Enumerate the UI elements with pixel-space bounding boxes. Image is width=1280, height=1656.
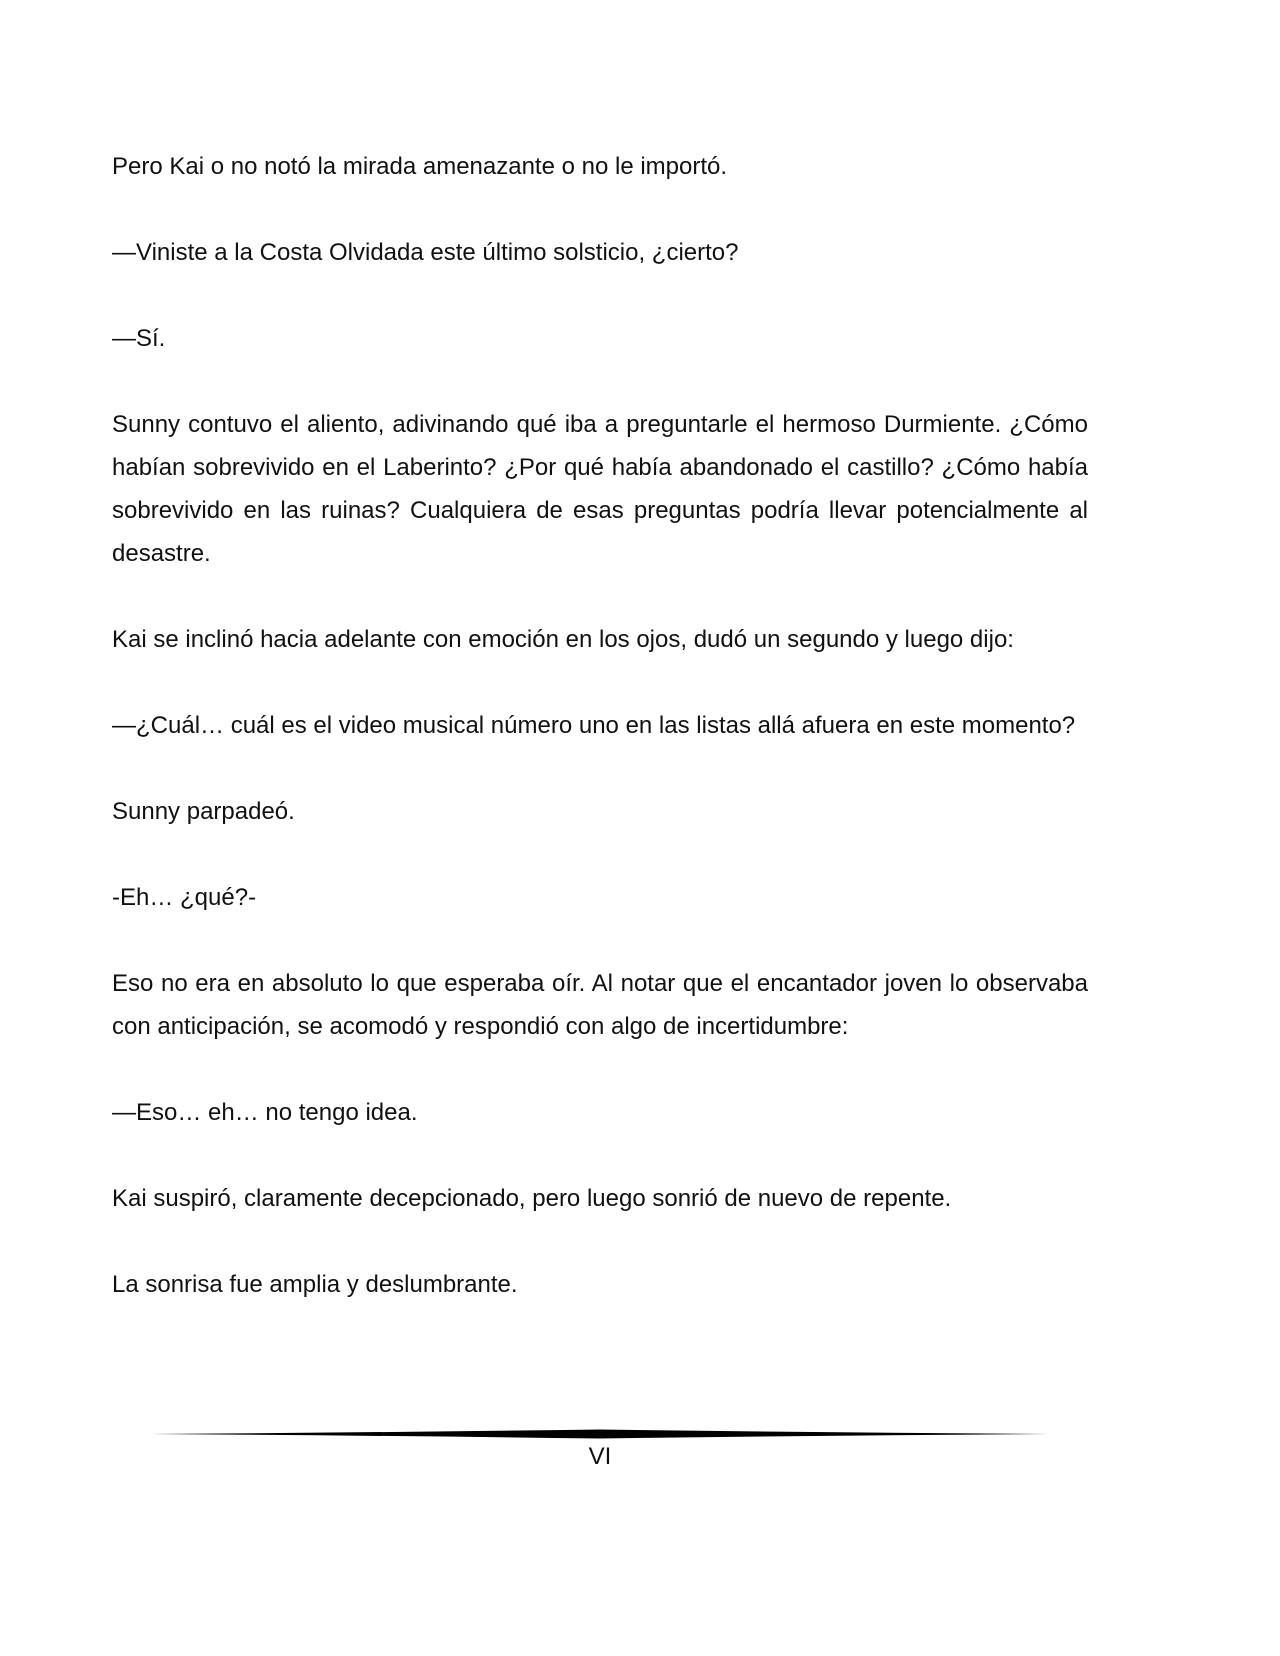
paragraph-10: —Eso… eh… no tengo idea. bbox=[112, 1099, 418, 1126]
paragraph-8: -Eh… ¿qué?- bbox=[112, 884, 257, 911]
paragraph-11: Kai suspiró, claramente decepcionado, pero luego sonrió de nuevo de repente. bbox=[112, 1185, 952, 1212]
footer-divider bbox=[150, 1428, 1050, 1440]
paragraph-12: La sonrisa fue amplia y deslumbrante. bbox=[112, 1271, 518, 1298]
paragraph-9: Eso no era en absoluto lo que esperaba oír. Al notar que el encantador joven lo observaba con anticipación, se acomodó y respondió con algo de incertidumbre: bbox=[112, 970, 1088, 1040]
paragraph-5: Kai se inclinó hacia adelante con emoción en los ojos, dudó un segundo y luego dijo: bbox=[112, 626, 1014, 653]
body-text bbox=[112, 145, 1088, 1349]
divider-flourish bbox=[150, 1428, 1050, 1440]
paragraph-6: —¿Cuál… cuál es el video musical número uno en las listas allá afuera en este momento? bbox=[112, 712, 1076, 739]
page-number: VI bbox=[588, 1443, 612, 1470]
paragraph-2: —Viniste a la Costa Olvidada este último solsticio, ¿cierto? bbox=[112, 239, 739, 266]
paragraph-1: Pero Kai o no notó la mirada amenazante o no le importó. bbox=[112, 153, 728, 180]
paragraph-7: Sunny parpadeó. bbox=[112, 798, 295, 825]
paragraph-4: Sunny contuvo el aliento, adivinando qué iba a preguntarle el hermoso Durmiente. ¿Cómo habían sobrevivido en el Laberinto? ¿Por qué había abandonado el castillo? ¿Cómo había sobrevivido en las ruinas? Cualquiera de esas preguntas podría llevar potencialmente al desastre. bbox=[112, 411, 1088, 567]
paragraph-3: —Sí. bbox=[112, 325, 166, 352]
